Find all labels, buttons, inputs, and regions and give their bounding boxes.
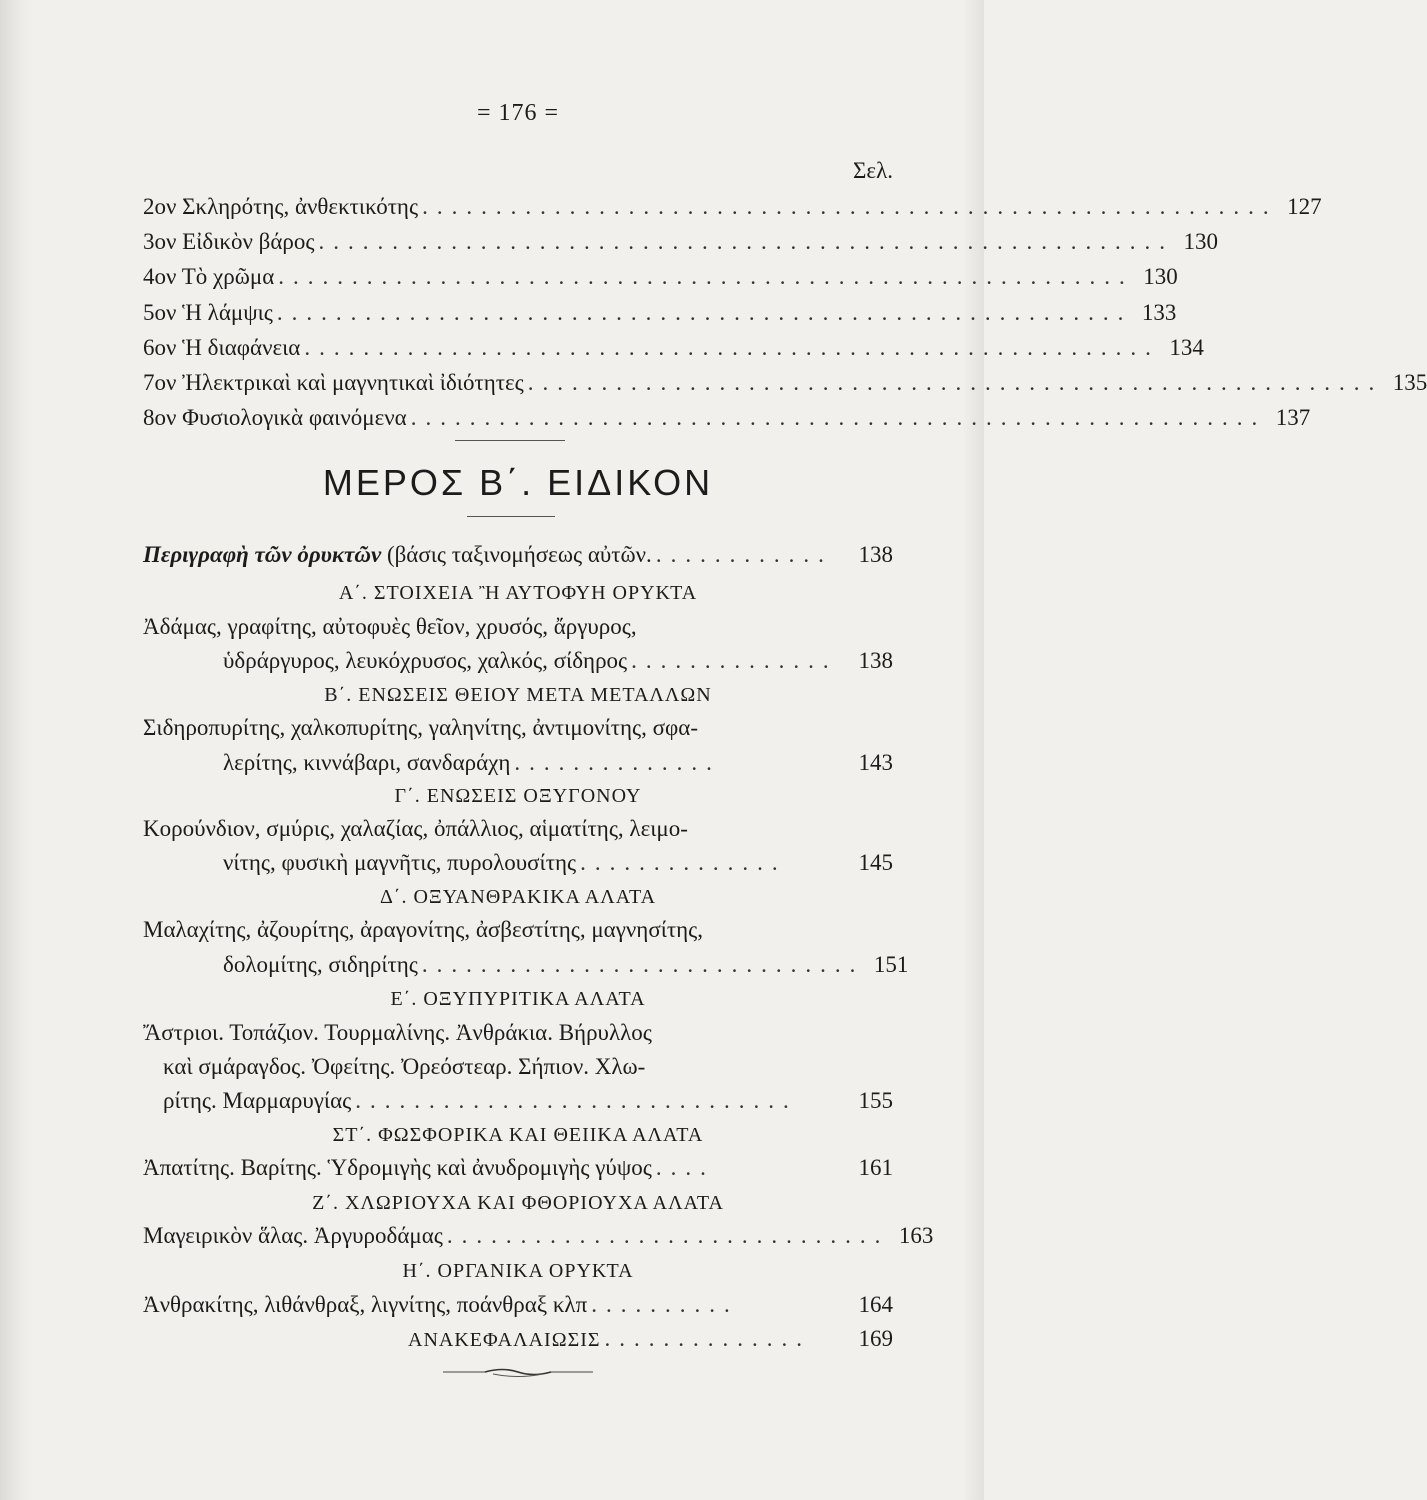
toc-entry: 4ον Τὸ χρῶμα .......................................................... 130 [143,264,1178,289]
section-heading: Α΄. ΣΤΟΙΧΕΙΑ Ἢ ΑΥΤΟΦΥΗ ΟΡΥΚΤΑ [338,582,698,604]
section-heading: Ε΄. ΟΞΥΠΥΡΙΤΙΚΑ ΑΛΑΤΑ [390,988,646,1010]
toc-entry: 7ον Ἠλεκτρικαὶ καὶ μαγνητικαὶ ἰδιότητες .......................................................... 135 [143,370,1427,395]
section-text: Ἀδάμας, γραφίτης, αὐτοφυὲς θεῖον, χρυσός, ἄργυρος, [143,614,637,639]
toc-entry: Ἀνθρακίτης, λιθάνθραξ, λιγνίτης, ποάνθραξ κλπ .......... 164 [143,1292,893,1317]
toc-entry: 8ον Φυσιολογικὰ φαινόμενα .......................................................... 137 [143,405,1311,430]
page-edge-shadow [962,0,984,1500]
divider [455,440,565,441]
ornament-icon [443,1366,593,1380]
part-heading: ΜΕΡΟΣ Β΄. ΕΙΔΙΚΟΝ [322,462,714,503]
toc-entry: 6ον Ἡ διαφάνεια .......................................................... 134 [143,335,1204,360]
toc-entry: Μαγειρικὸν ἅλας. Ἀργυροδάμας .............................. 163 [143,1223,934,1248]
toc-entry: ρίτης. Μαρμαρυγίας .............................. 155 [163,1088,893,1113]
page-number: = 176 = [476,100,560,126]
toc-entry: ὑδράργυρος, λευκόχρυσος, χαλκός, σίδηρος .............. 138 [223,648,893,673]
section-heading: Γ΄. ΕΝΩΣΕΙΣ ΟΞΥΓΟΝΟΥ [394,785,642,807]
toc-entry: λερίτης, κιννάβαρι, σανδαράχη .............. 143 [223,750,893,775]
toc-entry-summary: ΑΝΑΚΕΦΑΛΑΙΩΣΙΣ .............. 169 [408,1326,893,1351]
section-text: Ἄστριοι. Τοπάζιον. Τουρμαλίνης. Ἀνθράκια. Βήρυλλος [143,1020,652,1045]
section-text: Μαλαχίτης, ἀζουρίτης, ἀραγονίτης, ἀσβεστίτης, μαγνησίτης, [143,917,704,942]
divider [467,516,555,517]
section-text: Κορούνδιον, σμύρις, χαλαζίας, ὀπάλλιος, αἱματίτης, λειμο- [143,816,688,841]
section-heading: Β΄. ΕΝΩΣΕΙΣ ΘΕΙΟΥ ΜΕΤΑ ΜΕΤΑΛΛΩΝ [324,684,712,706]
toc-entry: δολομίτης, σιδηρίτης .............................. 151 [223,952,909,977]
toc-entry: 3ον Εἰδικὸν βάρος .......................................................... 130 [143,229,1218,254]
toc-entry: 2ον Σκληρότης, ἀνθεκτικότης .......................................................... 127 [143,194,1322,219]
page-gutter-shadow [0,0,34,1500]
section-heading: ΣΤ΄. ΦΩΣΦΟΡΙΚΑ ΚΑΙ ΘΕΙΙΚΑ ΑΛΑΤΑ [332,1124,704,1146]
section-heading: Δ΄. ΟΞΥΑΝΘΡΑΚΙΚΑ ΑΛΑΤΑ [379,886,657,908]
section-heading: Η΄. ΟΡΓΑΝΙΚΑ ΟΡΥΚΤΑ [402,1260,634,1282]
toc-entry: νίτης, φυσικὴ μαγνῆτις, πυρολουσίτης .............. 145 [223,850,893,875]
toc-entry: 5ον Ἡ λάμψις .......................................................... 133 [143,300,1177,325]
section-text: καὶ σμάραγδος. Ὀφείτης. Ὀρεόστεαρ. Σήπιον. Χλω- [163,1054,646,1079]
toc-entry-description: Περιγραφὴ τῶν ὀρυκτῶν (βάσις ταξινομήσεως αὐτῶν. ............ 138 [143,542,893,567]
section-text: Σιδηροπυρίτης, χαλκοπυρίτης, γαληνίτης, ἀντιμονίτης, σφα- [143,715,699,740]
section-heading: Ζ΄. ΧΛΩΡΙΟΥΧΑ ΚΑΙ ΦΘΟΡΙΟΥΧΑ ΑΛΑΤΑ [312,1192,724,1214]
page-column-label: Σελ. [853,158,893,183]
toc-entry: Ἀπατίτης. Βαρίτης. Ὑδρομιγὴς καὶ ἀνυδρομιγὴς γύψος .... 161 [143,1155,893,1180]
